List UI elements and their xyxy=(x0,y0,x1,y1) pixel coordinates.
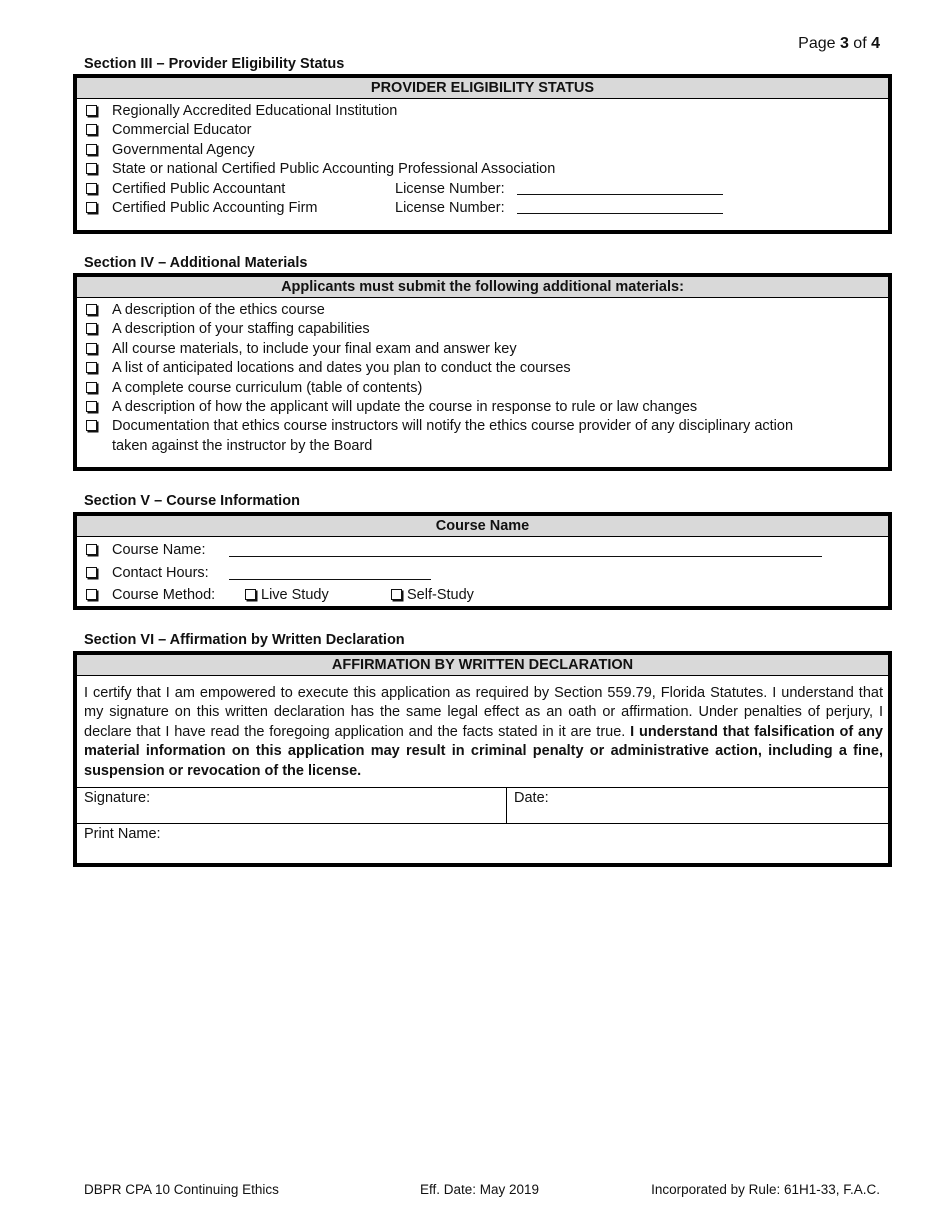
live-study-option[interactable] xyxy=(245,584,329,607)
date-field[interactable] xyxy=(507,788,888,823)
affirmation-text xyxy=(77,676,888,787)
affirmation-warning: I understand that falsification of any material information on this application may result in criminal penalty or administrative action, including a fine, suspension or revocation of the license. xyxy=(84,723,883,779)
checkbox[interactable] xyxy=(86,343,97,354)
license-number-label: License Number: xyxy=(395,199,505,216)
checkbox[interactable] xyxy=(86,105,97,116)
checkbox[interactable] xyxy=(86,544,97,555)
print-name-label: Print Name: xyxy=(84,826,161,843)
self-study-checkbox[interactable] xyxy=(391,589,402,600)
material-item xyxy=(77,320,888,339)
live-study-checkbox[interactable] xyxy=(245,589,256,600)
course-name-label: Course Name: xyxy=(112,542,206,558)
course-information-box xyxy=(73,512,892,610)
eligibility-option xyxy=(77,102,888,121)
course-method-row xyxy=(77,584,888,607)
checkbox[interactable] xyxy=(86,589,97,600)
checkbox[interactable] xyxy=(86,202,97,213)
option-label: Governmental Agency xyxy=(112,141,255,158)
item-label: A description of your staffing capabilities xyxy=(112,321,370,338)
item-label: Documentation that ethics course instructors will notify the ethics course provider of any disciplinary action taken against the instructor by the Board xyxy=(112,418,794,454)
section-iii-title: Section III – Provider Eligibility Status xyxy=(84,56,345,72)
material-item xyxy=(77,379,888,398)
additional-materials-header: Applicants must submit the following additional materials: xyxy=(77,277,888,298)
print-name-row xyxy=(77,823,888,860)
license-number-label: License Number: xyxy=(395,180,505,197)
material-item xyxy=(77,301,888,320)
additional-materials-box xyxy=(73,273,892,471)
print-name-field[interactable] xyxy=(77,824,888,860)
item-label: A complete course curriculum (table of contents) xyxy=(112,379,423,396)
item-label: All course materials, to include your final exam and answer key xyxy=(112,340,517,357)
firm-license-number-field[interactable] xyxy=(517,213,723,214)
checkbox[interactable] xyxy=(86,567,97,578)
provider-eligibility-box xyxy=(73,74,892,234)
section-iv-title: Section IV – Additional Materials xyxy=(84,255,308,271)
affirmation-box xyxy=(73,651,892,867)
item-label: A list of anticipated locations and dates you plan to conduct the courses xyxy=(112,360,571,377)
contact-hours-field[interactable] xyxy=(229,579,431,580)
page-current: 3 xyxy=(839,35,849,52)
provider-eligibility-header: PROVIDER ELIGIBILITY STATUS xyxy=(77,78,888,99)
contact-hours-label: Contact Hours: xyxy=(112,564,209,581)
checkbox[interactable] xyxy=(86,401,97,412)
eligibility-option xyxy=(77,141,888,160)
checkbox[interactable] xyxy=(86,144,97,155)
course-name-field[interactable] xyxy=(229,556,822,557)
material-item xyxy=(77,398,888,417)
page-of: of xyxy=(848,35,872,52)
section-v-title: Section V – Course Information xyxy=(84,493,300,509)
checkbox[interactable] xyxy=(86,304,97,315)
section-vi-title: Section VI – Affirmation by Written Declaration xyxy=(84,632,405,648)
course-method-label: Course Method: xyxy=(112,587,216,603)
page-total: 4 xyxy=(871,35,880,52)
page-prefix: Page xyxy=(798,35,840,52)
footer-effective-date: Eff. Date: May 2019 xyxy=(420,1182,540,1197)
eligibility-option xyxy=(77,160,888,179)
checkbox[interactable] xyxy=(86,362,97,373)
checkbox[interactable] xyxy=(86,163,97,174)
checkbox[interactable] xyxy=(86,183,97,194)
option-label: Commercial Educator xyxy=(112,122,252,139)
checkbox[interactable] xyxy=(86,323,97,334)
self-study-option[interactable] xyxy=(391,584,474,607)
contact-hours-row xyxy=(77,562,888,585)
self-study-label: Self-Study xyxy=(407,587,474,603)
signature-label: Signature: xyxy=(84,790,151,807)
cpa-license-number-field[interactable] xyxy=(517,194,723,195)
page-number xyxy=(798,35,880,53)
option-label: Regionally Accredited Educational Institution xyxy=(112,103,398,119)
date-label: Date: xyxy=(514,790,549,807)
option-label: Certified Public Accounting Firm xyxy=(112,199,318,216)
course-name-row xyxy=(77,539,888,562)
footer-form-number: DBPR CPA 10 Continuing Ethics xyxy=(84,1182,279,1197)
live-study-label: Live Study xyxy=(261,587,329,603)
eligibility-option xyxy=(77,180,888,199)
material-item xyxy=(77,340,888,359)
course-name-header: Course Name xyxy=(77,516,888,537)
item-label: A description of how the applicant will update the course in response to rule or law changes xyxy=(112,398,698,415)
material-item xyxy=(77,359,888,378)
material-item xyxy=(77,417,888,456)
item-label: A description of the ethics course xyxy=(112,302,325,318)
affirmation-header: AFFIRMATION BY WRITTEN DECLARATION xyxy=(77,655,888,676)
checkbox[interactable] xyxy=(86,124,97,135)
signature-field[interactable] xyxy=(77,788,507,823)
checkbox[interactable] xyxy=(86,382,97,393)
eligibility-option xyxy=(77,121,888,140)
affirmation-statement: I certify that I am empowered to execute this application as required by Section 559.79, Florida Statutes. I understand that my signature on this written declaration has the same legal effect as an oath or affirmation. Under penalties of perjury, I declare that I have read the foregoing application and the facts stated in it are true. xyxy=(84,685,883,740)
checkbox[interactable] xyxy=(86,420,97,431)
footer-rule: Incorporated by Rule: 61H1-33, F.A.C. xyxy=(651,1182,880,1197)
option-label: Certified Public Accountant xyxy=(112,180,286,197)
signature-date-row xyxy=(77,787,888,823)
eligibility-option xyxy=(77,199,888,218)
option-label: State or national Certified Public Accounting Professional Association xyxy=(112,161,556,178)
